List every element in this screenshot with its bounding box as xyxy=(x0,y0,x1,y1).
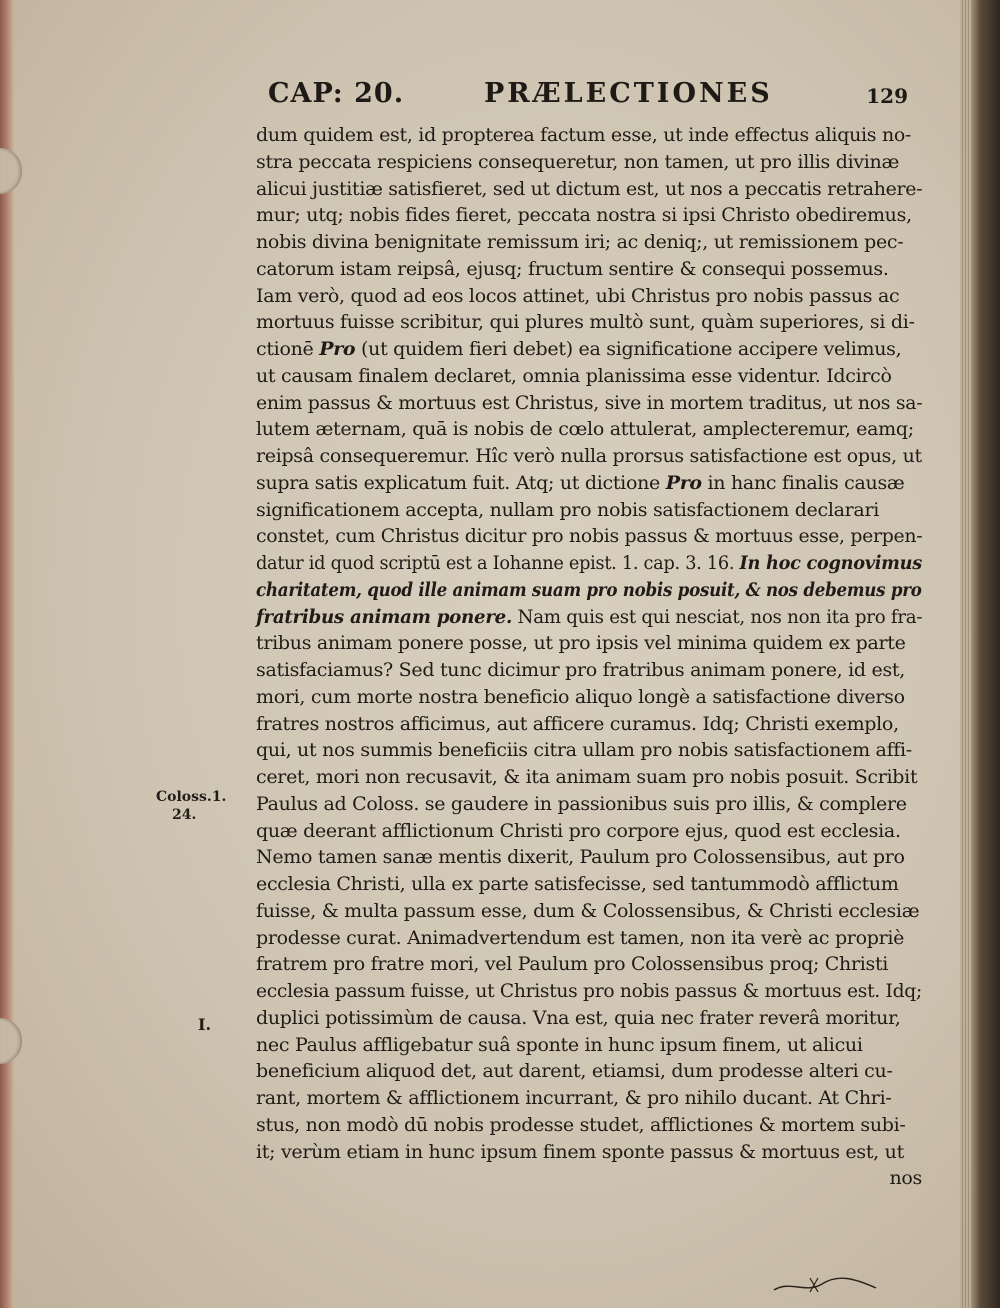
text-run: mur; utq; nobis fides fieret, peccata nostra si ipsi Christo obediremus, xyxy=(256,204,912,227)
text-run: constet, cum Christus dicitur pro nobis passus & mortuus esse, perpen- xyxy=(256,525,923,548)
text-line xyxy=(256,684,922,711)
text-line xyxy=(256,1085,922,1112)
text-run: tribus animam ponere posse, ut pro ipsis vel minima quidem ex parte xyxy=(256,632,906,655)
text-line xyxy=(256,229,922,256)
marginal-reference-line: Coloss.1. xyxy=(156,789,227,805)
text-line xyxy=(256,390,923,417)
text-run: Nam quis est qui nesciat, nos non ita pro fra- xyxy=(512,605,923,628)
text-run: ecclesia Christi, ulla ex parte satisfecisse, sed tantummodò afflictum xyxy=(256,873,899,895)
text-line xyxy=(256,818,922,845)
text-run: duplici potissimùm de causa. Vna est, quia nec frater reverâ moritur, xyxy=(256,1006,901,1029)
text-run: (ut quidem fieri debet) ea significatione accipere velimus, xyxy=(355,338,902,360)
text-run: satisfaciamus? Sed tunc dicimur pro fratribus animam ponere, id est, xyxy=(256,659,905,681)
text-run: nec Paulus affligebatur suâ sponte in hunc ipsum finem, ut alicui xyxy=(256,1033,863,1056)
italic-text-run: charitatem, quod ille animam suam pro nobis posuit, & nos debemus pro xyxy=(256,578,922,601)
marginal-reference-line: 24. xyxy=(172,807,197,823)
text-line xyxy=(256,898,922,925)
text-run: significationem accepta, nullam pro nobis satisfactionem declarari xyxy=(256,498,880,521)
text-line xyxy=(256,1112,922,1139)
text-line xyxy=(256,844,922,871)
text-run: ctionē xyxy=(256,338,320,360)
text-line xyxy=(256,1032,922,1059)
text-line xyxy=(256,149,922,176)
text-run: mori, cum morte nostra beneficio aliquo longè a satisfactione diverso xyxy=(256,685,905,708)
marginal-number: I. xyxy=(198,1015,212,1034)
italic-text-run: In hoc cognovimus xyxy=(739,552,922,574)
left-binding-edge xyxy=(0,0,14,1308)
text-run: it; verùm etiam in hunc ipsum finem sponte passus & mortuus est, ut xyxy=(256,1140,904,1163)
text-line xyxy=(256,764,922,791)
running-head xyxy=(268,78,908,122)
text-run: stus, non modò dū nobis prodesse studet, afflictiones & mortem subi- xyxy=(256,1113,906,1136)
text-line xyxy=(256,202,922,229)
text-line xyxy=(256,363,922,390)
text-run: ut causam finalem declaret, omnia planissima esse videntur. Idcircò xyxy=(256,364,892,387)
text-run: prodesse curat. Animadvertendum est tamen, non ita verè ac propriè xyxy=(256,926,905,949)
text-run: dum quidem est, id propterea factum esse, ut inde effectus aliquis no- xyxy=(256,124,912,146)
text-line xyxy=(256,523,923,550)
text-line xyxy=(256,871,922,898)
text-run: nobis divina benignitate remissum iri; ac deniq;, ut remissionem pec- xyxy=(256,231,904,253)
text-line xyxy=(256,711,922,738)
text-run: Paulus ad Coloss. se gaudere in passionibus suis pro illis, & complere xyxy=(256,792,907,815)
text-run: supra satis explicatum fuit. Atq; ut dictione xyxy=(256,471,666,494)
text-run: rant, mortem & afflictionem incurrant, & pro nihilo ducant. At Chri- xyxy=(256,1087,892,1109)
text-run: fratres nostros afficimus, aut afficere curamus. Idq; Christi exemplo, xyxy=(256,712,899,735)
text-line xyxy=(256,630,922,657)
text-line xyxy=(256,336,922,363)
body-text xyxy=(256,122,922,1192)
text-run: mortuus fuisse scribitur, qui plures multò sunt, quàm superiores, si di- xyxy=(256,311,915,334)
binding-hole xyxy=(0,148,22,194)
text-line xyxy=(256,657,922,684)
text-line xyxy=(256,791,922,818)
text-run: catorum istam reipsâ, ejusq; fructum sentire & consequi possemus. xyxy=(256,257,889,280)
text-line xyxy=(256,283,922,310)
text-line xyxy=(256,925,922,952)
text-line xyxy=(256,1005,922,1032)
italic-text-run: Pro xyxy=(665,471,702,494)
chapter-label: CAP: 20. xyxy=(268,78,405,109)
text-line xyxy=(256,256,922,283)
text-run: ecclesia passum fuisse, ut Christus pro nobis passus & mortuus est. Idq; xyxy=(256,980,922,1002)
text-line xyxy=(256,122,922,149)
text-run: enim passus & mortuus est Christus, sive in mortem traditus, ut nos sa- xyxy=(256,391,923,414)
right-cover-board xyxy=(972,0,1000,1308)
text-line xyxy=(256,443,921,470)
text-run: fuisse, & multa passum esse, dum & Colossensibus, & Christi ecclesiæ xyxy=(256,899,920,922)
text-run: datur id quod scriptū est a Iohanne epist. 1. cap. 3. 16. xyxy=(256,552,740,574)
marginal-reference xyxy=(156,788,226,824)
italic-text-run: Pro xyxy=(319,338,356,360)
running-title: PRÆLECTIONES xyxy=(484,78,773,109)
italic-text-run: fratribus animam ponere. xyxy=(256,605,513,628)
text-run: reipsâ consequeremur. Hîc verò nulla prorsus satisfactione est opus, ut xyxy=(256,445,922,467)
page-edges xyxy=(960,0,972,1308)
page-number: 129 xyxy=(866,84,908,108)
text-line xyxy=(256,978,922,1005)
ink-flourish-icon xyxy=(770,1274,880,1296)
text-line xyxy=(256,550,922,577)
text-run: alicui justitiæ satisfieret, sed ut dictum est, ut nos a peccatis retrahere- xyxy=(256,177,923,200)
text-run: fratrem pro fratre mori, vel Paulum pro Colossensibus proq; Christi xyxy=(256,953,889,976)
text-line xyxy=(256,470,922,497)
text-line xyxy=(256,577,922,604)
text-line xyxy=(256,309,922,336)
text-line xyxy=(256,1058,922,1085)
text-line xyxy=(256,176,923,203)
text-run: ceret, mori non recusavit, & ita animam suam pro nobis posuit. Scribit xyxy=(256,766,918,788)
text-run: beneficium aliquod det, aut darent, etiamsi, dum prodesse alteri cu- xyxy=(256,1060,893,1083)
text-run: Nemo tamen sanæ mentis dixerit, Paulum pro Colossensibus, aut pro xyxy=(256,846,905,869)
text-line xyxy=(256,416,922,443)
text-run: Iam verò, quod ad eos locos attinet, ubi Christus pro nobis passus ac xyxy=(256,284,900,307)
text-run: lutem æternam, quā is nobis de cœlo attulerat, amplecteremur, eamq; xyxy=(256,418,914,441)
text-run: in hanc finalis causæ xyxy=(701,471,905,494)
text-line xyxy=(256,604,923,631)
text-run: qui, ut nos summis beneficiis citra ullam pro nobis satisfactionem affi- xyxy=(256,739,912,762)
text-line xyxy=(256,497,922,524)
text-line xyxy=(256,1139,922,1166)
catchword: nos xyxy=(889,1167,922,1190)
binding-hole xyxy=(0,1018,22,1064)
text-run: stra peccata respiciens consequeretur, non tamen, ut pro illis divinæ xyxy=(256,150,900,173)
text-line xyxy=(256,737,922,764)
text-run: quæ deerant afflictionum Christi pro corpore ejus, quod est ecclesia. xyxy=(256,819,901,842)
text-line xyxy=(256,951,922,978)
